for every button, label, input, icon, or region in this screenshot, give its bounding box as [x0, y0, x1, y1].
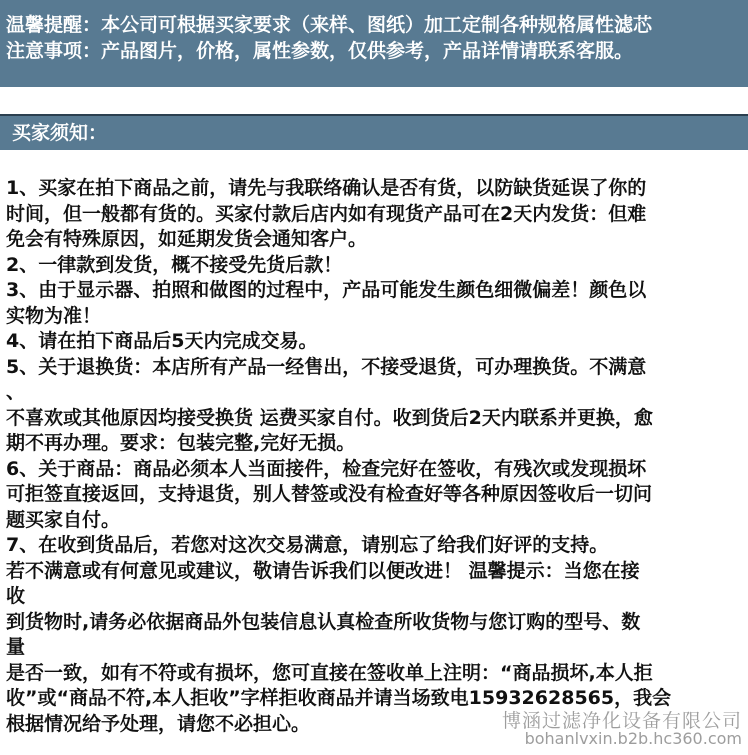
notice-line: 6、关于商品：商品必须本人当面接件，检查完好在签收，有残次或发现损坏 [6, 457, 647, 480]
section-title: 买家须知： [12, 122, 108, 144]
notice-line: 收 [6, 585, 26, 607]
notice-line: 实物为准！ [6, 304, 102, 327]
notice-line: 、 [6, 381, 26, 403]
notice-line: 4、请在拍下商品后5天内完成交易。 [6, 330, 318, 352]
notice-line: 3、由于显示器、拍照和做图的过程中，产品可能发生颜色细微偏差！颜色以 [6, 279, 647, 301]
notice-line: 期不再办理。要求：包装完整,完好无损。 [6, 432, 356, 454]
notice-line: 题买家自付。 [6, 508, 121, 531]
notice-line: 时间，但一般都有货的。买家付款后店内如有现货产品可在2天内发货：但难 [6, 202, 647, 225]
buyer-notice-list [6, 176, 744, 737]
buyer-notice-header [0, 114, 748, 150]
notice-line: 不喜欢或其他原因均接受换货 运费买家自付。收到货后2天内联系并更换，愈 [6, 406, 653, 429]
notice-line: 若不满意或有何意见或建议，敬请告诉我们以便改进！ 温馨提示：当您在接 [6, 559, 640, 582]
notice-line: 1、买家在拍下商品之前，请先与我联络确认是否有货，以防缺货延误了你的 [6, 177, 647, 199]
banner-notes: 注意事项：产品图片，价格，属性参数，仅供参考，产品详情请联系客服。 [6, 40, 634, 62]
notice-banner [0, 0, 748, 87]
watermark-site: bohanlvxin.b2b.hc360.com [524, 729, 742, 748]
notice-line: 2、一律款到发货，概不接受先货后款！ [6, 253, 343, 276]
watermark-company: 博涵过滤净化设备有限公司 [501, 710, 742, 732]
notice-line: 收”或“商品不符,本人拒收”字样拒收商品并请当场致电15932628565，我会 [6, 687, 672, 709]
notice-line: 免会有特殊原因，如延期发货会通知客户。 [6, 228, 368, 250]
notice-line: 5、关于退换货：本店所有产品一经售出，不接受退货，可办理换货。不满意 [6, 355, 647, 378]
notice-line: 量 [6, 636, 26, 658]
notice-line: 到货物时,请务必依据商品外包装信息认真检查所收货物与您订购的型号、数 [6, 610, 641, 633]
notice-line: 根据情况给予处理，请您不必担心。 [6, 712, 311, 735]
banner-reminder: 温馨提醒：本公司可根据买家要求（来样、图纸）加工定制各种规格属性滤芯 [6, 14, 653, 36]
notice-line: 可拒签直接返回，支持退货，别人替签或没有检查好等各种原因签收后一切问 [6, 483, 653, 505]
notice-line: 7、在收到货品后，若您对这次交易满意，请别忘了给我们好评的支持。 [6, 534, 609, 556]
notice-line: 是否一致，如有不符或有损坏，您可直接在签收单上注明：“商品损坏,本人拒 [6, 661, 653, 684]
